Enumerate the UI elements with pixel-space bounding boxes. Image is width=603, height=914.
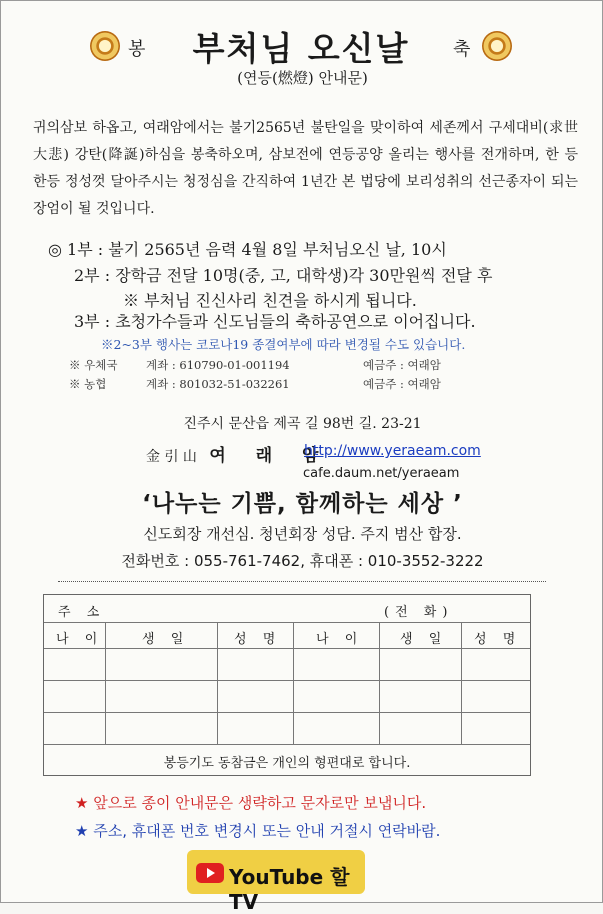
intro-paragraph: 귀의삼보 하옵고, 여래암에서는 불기2565년 불탄일을 맞이하여 세존께서 구세대비(求世大悲) 강탄(降誕)하심을 봉축하오며, 삼보전에 연등공양 올리는 행사를 전개하며, 한 등 한등 정성껏 달아주시는 청정심을 간직하여 1년간 본 법당에 보리성취의 선근종자이 되는 장엄이 될 것입니다. — [33, 120, 578, 217]
cafe-link[interactable]: cafe.daum.net/yeraeam — [303, 466, 460, 481]
temple-name: 여 래 암 — [209, 446, 331, 466]
form-cell[interactable] — [44, 713, 106, 745]
form-cell[interactable] — [106, 681, 218, 713]
staff-line: 신도회장 개선심. 청년회장 성담. 주지 범산 합장. — [143, 525, 462, 543]
bank-name: ※ 농협 — [69, 377, 107, 391]
form-phone-label: (전 화) — [384, 605, 454, 620]
website-link[interactable]: http://www.yeraeam.com — [304, 443, 481, 459]
program-text: 불기 2565년 음력 4월 8일 부처님오신 날, 10시 — [108, 240, 447, 259]
bank-name: ※ 우체국 — [69, 358, 118, 372]
form-cell[interactable] — [294, 713, 380, 745]
youtube-play-icon — [196, 863, 224, 883]
bank-holder: 예금주 : 여래암 — [363, 377, 441, 391]
form-col-label: 생 일 — [400, 632, 448, 647]
program-label: 2부 : — [74, 266, 111, 285]
form-cell[interactable] — [380, 713, 462, 745]
form-col-label: 나 이 — [56, 632, 104, 647]
slogan: ‘나누는 기쁨, 함께하는 세상 ’ — [142, 491, 463, 517]
youtube-badge[interactable] — [187, 850, 365, 914]
form-cell[interactable] — [462, 713, 530, 745]
form-cell[interactable] — [462, 681, 530, 713]
youtube-label: YouTube 할TV — [229, 865, 350, 914]
program-text: 장학금 전달 10명(중, 고, 대학생)각 30만원씩 전달 후 — [115, 266, 493, 285]
program-item — [74, 309, 476, 332]
registration-form — [43, 594, 531, 776]
lotus-flower-icon — [90, 31, 120, 61]
form-cell[interactable] — [294, 681, 380, 713]
header-right-char: 축 — [453, 39, 471, 60]
form-cell[interactable] — [44, 681, 106, 713]
form-cell[interactable] — [106, 649, 218, 681]
form-col-label: 성 명 — [234, 632, 282, 647]
notice-contact-change: ★ 주소, 휴대폰 번호 변경시 또는 안내 거절시 연락바람. — [75, 822, 441, 840]
bank-account: 계좌 : 610790-01-001194 — [146, 358, 290, 372]
program-label: ◎ 1부 : — [48, 240, 104, 259]
form-col-label: 생 일 — [142, 632, 190, 647]
form-cell[interactable] — [44, 649, 106, 681]
program-label: 3부 : — [74, 312, 111, 331]
program-text: ※ 부처님 진신사리 친견을 하시게 됩니다. — [123, 291, 417, 310]
bank-account: 계좌 : 801032-51-032261 — [146, 377, 290, 391]
form-cell[interactable] — [218, 681, 294, 713]
form-cell[interactable] — [380, 681, 462, 713]
phone-line: 전화번호 : 055-761-7462, 휴대폰 : 010-3552-3222 — [121, 552, 484, 570]
program-item — [48, 237, 447, 260]
form-address-row — [44, 595, 530, 623]
program-item — [74, 263, 492, 286]
form-col-label: 나 이 — [316, 632, 364, 647]
form-col-label: 성 명 — [474, 632, 522, 647]
page-subtitle: (연등(燃燈) 안내문) — [237, 69, 368, 87]
program-note: ※2~3부 행사는 코로나19 종결여부에 따라 변경될 수도 있습니다. — [101, 337, 466, 352]
temple-address: 진주시 문산읍 제곡 길 98번 길. 23-21 — [183, 416, 422, 432]
form-cell[interactable] — [106, 713, 218, 745]
temple-name-block — [146, 441, 330, 466]
lotus-flower-icon — [482, 31, 512, 61]
temple-mountain: 金 引 山 — [146, 449, 197, 465]
form-cell[interactable] — [218, 713, 294, 745]
form-footer: 봉등기도 동참금은 개인의 형편대로 합니다. — [163, 756, 411, 771]
divider — [58, 581, 546, 582]
header-left-char: 봉 — [128, 39, 146, 60]
bank-holder: 예금주 : 여래암 — [363, 358, 441, 372]
form-address-label: 주 소 — [58, 605, 106, 620]
form-cell[interactable] — [462, 649, 530, 681]
form-cell[interactable] — [218, 649, 294, 681]
form-cell[interactable] — [294, 649, 380, 681]
form-cell[interactable] — [380, 649, 462, 681]
page-title: 부처님 오신날 — [192, 29, 410, 68]
program-item — [123, 288, 417, 311]
program-text: 초청가수들과 신도님들의 축하공연으로 이어집니다. — [115, 312, 476, 331]
notice-text-only: ★ 앞으로 종이 안내문은 생략하고 문자로만 보냅니다. — [75, 794, 427, 812]
